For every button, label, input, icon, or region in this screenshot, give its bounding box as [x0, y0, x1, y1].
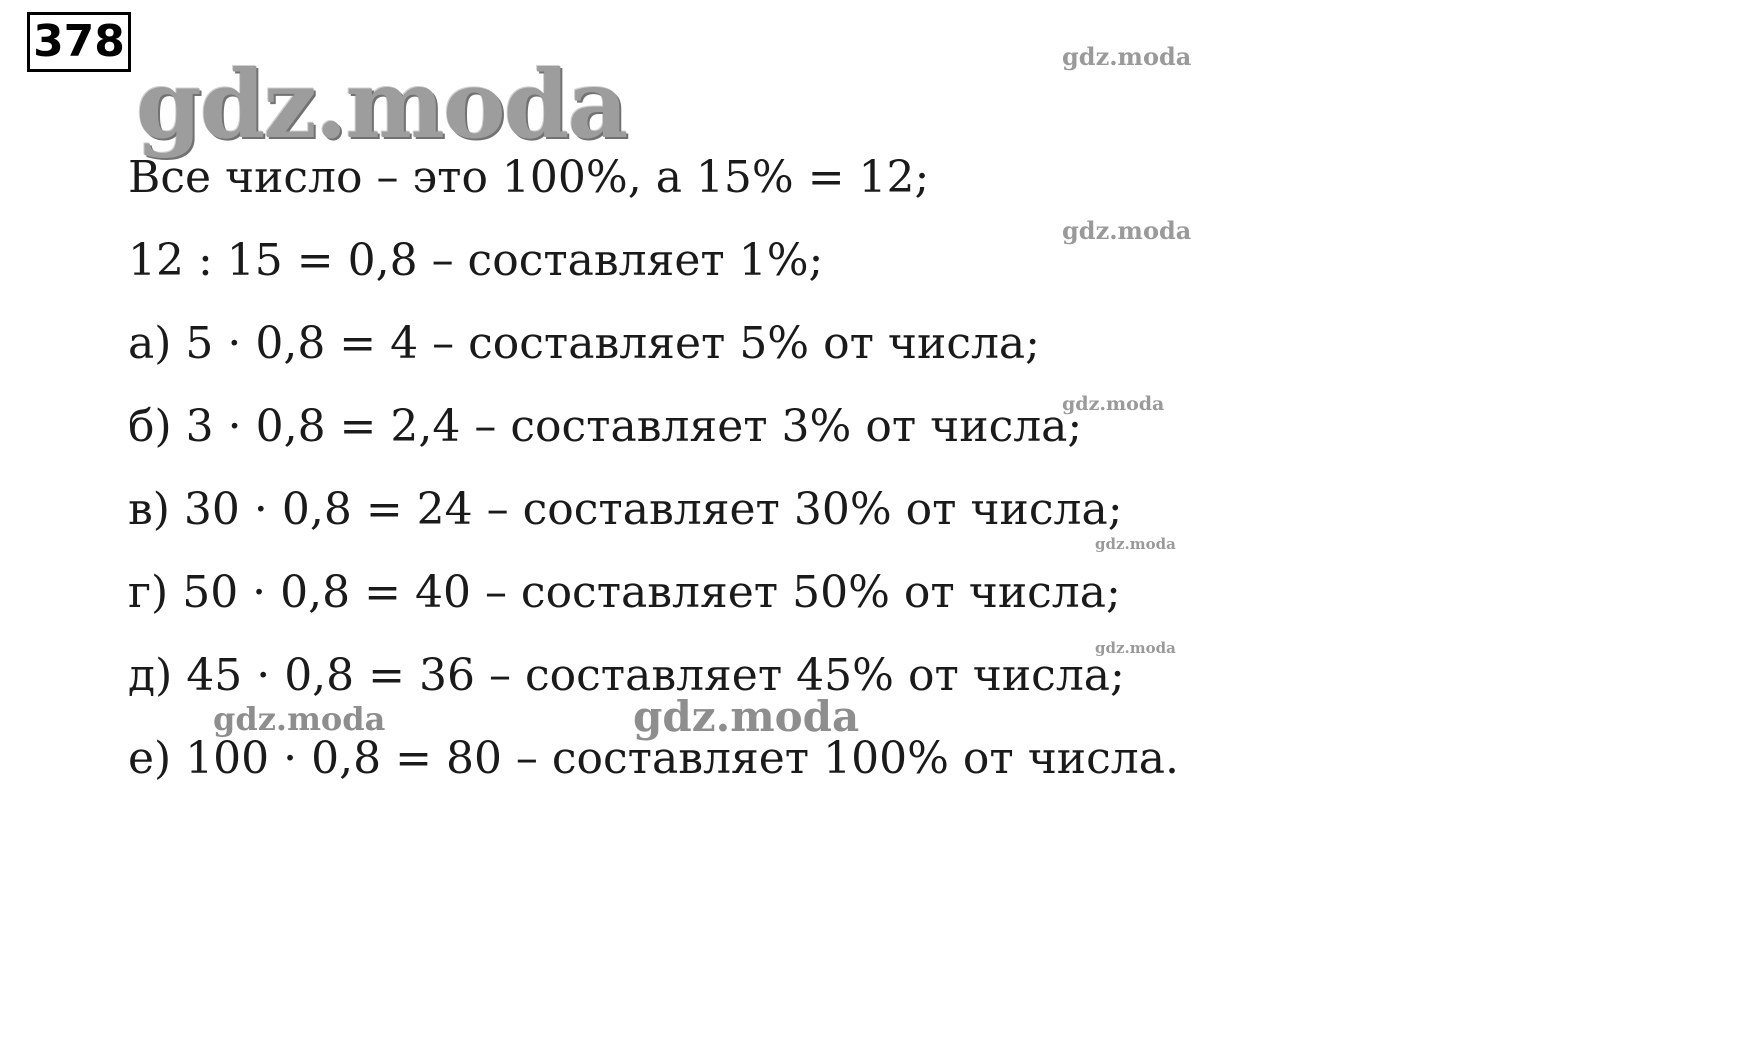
solution-line-v: в) 30 · 0,8 = 24 – составляет 30% от числа;: [128, 484, 1123, 535]
solution-line-b: б) 3 · 0,8 = 2,4 – составляет 3% от числа;: [128, 401, 1083, 452]
watermark-small: gdz.moda: [1062, 216, 1192, 245]
watermark-large: gdz.moda: [136, 50, 627, 160]
problem-number-box: [27, 12, 131, 72]
problem-number: 378: [33, 16, 125, 67]
solution-line-g: г) 50 · 0,8 = 40 – составляет 50% от числа;: [128, 567, 1121, 618]
watermark-small: gdz.moda: [1095, 535, 1176, 553]
watermark-medium: gdz.moda: [633, 692, 860, 741]
watermark-small: gdz.moda: [1062, 393, 1165, 415]
solution-line-e: е) 100 · 0,8 = 80 – составляет 100% от числа.: [128, 733, 1179, 784]
watermark-medium: gdz.moda: [213, 700, 386, 738]
solution-line-d: д) 45 · 0,8 = 36 – составляет 45% от числа;: [128, 650, 1125, 701]
solution-lines: [128, 146, 1179, 810]
watermark-small: gdz.moda: [1095, 639, 1176, 657]
solution-line: Все число – это 100%, а 15% = 12;: [128, 152, 930, 203]
solution-line-a: а) 5 · 0,8 = 4 – составляет 5% от числа;: [128, 318, 1040, 369]
watermark-small: gdz.moda: [1062, 42, 1192, 71]
solution-line: 12 : 15 = 0,8 – составляет 1%;: [128, 235, 824, 286]
